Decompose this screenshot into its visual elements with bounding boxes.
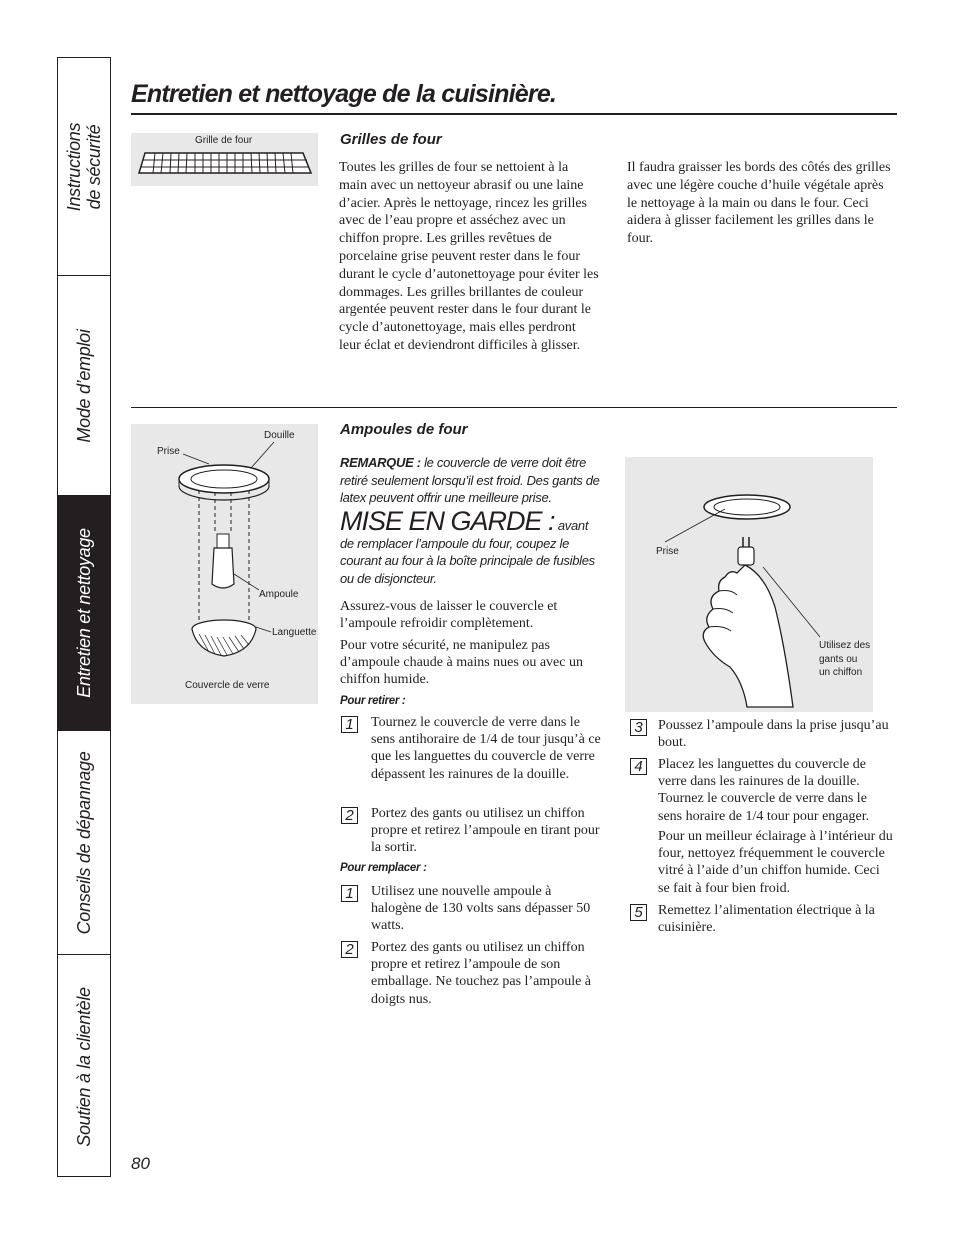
tab-soutien-clientele[interactable]	[58, 955, 110, 1178]
section-divider	[131, 407, 897, 408]
figure-label-prise: Prise	[656, 546, 679, 557]
tab-mode-emploi[interactable]	[58, 276, 110, 496]
replace-heading: Pour remplacer :	[340, 862, 427, 874]
tab-label: Entretien et nettoyage	[74, 528, 94, 698]
remove-heading: Pour retirer :	[340, 695, 406, 707]
tab-instructions-securite[interactable]	[58, 58, 110, 276]
figure-label-couvercle: Couvercle de verre	[185, 680, 270, 691]
note-label: REMARQUE :	[340, 455, 421, 470]
racks-text-col2: Il faudra graisser les bords des côtés des grilles avec une légère couche d’huile végétale après le nettoyage à la main ou dans le four. Ceci aidera à glisser facilement les grilles dans le four.	[627, 160, 891, 247]
step-text: Placez les languettes du couvercle de verre dans les rainures de la douille. Tournez le couvercle de verre dans le sens horaire de 1/4 tour pour engager.	[658, 757, 870, 824]
step-number: 3	[630, 719, 647, 736]
step-text: Portez des gants ou utilisez un chiffon propre et retirez l’ampoule de son emballage. Ne touchez pas l’ampoule à doigts nus.	[371, 940, 592, 1007]
note-text: REMARQUE : le couvercle de verre doit être retiré seulement lorsqu’il est froid. Des gants de latex peuvent offrir une meilleure prise.	[340, 455, 600, 505]
title-rule	[131, 113, 897, 115]
step-number: 2	[341, 941, 358, 958]
bulb-replace-figure	[625, 457, 873, 712]
section-tabs	[57, 57, 111, 1177]
step-text: Portez des gants ou utilisez un chiffon propre et retirez l’ampoule en tirant pour la sortir.	[371, 806, 600, 856]
figure-label-douille: Douille	[264, 430, 295, 441]
step-text: Tournez le couvercle de verre dans le sens antihoraire de 1/4 de tour jusqu’à ce que les languettes du couvercle de verre dépassent les rainures de la douille.	[371, 715, 601, 782]
figure-label-gants: Utilisez des gants ou un chiffon	[819, 640, 871, 678]
step-4-extra: Pour un meilleur éclairage à l’intérieur du four, nettoyez fréquemment le couvercle vitré à l’aide d’un chiffon humide. Ceci se fait à four bien froid.	[658, 829, 893, 896]
step-number: 2	[341, 807, 358, 824]
page-title: Entretien et nettoyage de la cuisinière.	[131, 80, 557, 108]
tab-entretien-nettoyage[interactable]	[58, 496, 110, 731]
figure-label-languette: Languette	[272, 627, 317, 638]
figure-label: Grille de four	[195, 135, 253, 146]
bulb-assembly-figure	[131, 424, 318, 704]
bulbs-heading: Ampoules de four	[340, 421, 468, 438]
step-number: 5	[630, 904, 647, 921]
warning-label: MISE EN GARDE :	[340, 506, 555, 536]
oven-rack-icon	[131, 133, 318, 186]
racks-heading: Grilles de four	[340, 131, 442, 148]
tab-conseils-depannage[interactable]	[58, 731, 110, 955]
tab-label: Conseils de dépannage	[74, 751, 94, 934]
step-number: 1	[341, 716, 358, 733]
tab-label: Mode d’emploi	[74, 328, 94, 443]
step-text: Remettez l’alimentation électrique à la cuisinière.	[658, 903, 875, 936]
figure-label-ampoule: Ampoule	[259, 589, 299, 600]
step-text: Poussez l’ampoule dans la prise jusqu’au bout.	[658, 718, 889, 751]
bulbs-para1: Assurez-vous de laisser le couvercle et l’ampoule refroidir complètement.	[340, 599, 558, 632]
oven-rack-figure	[131, 133, 318, 186]
tab-label: Instructions de sécurité	[64, 122, 104, 211]
warning-text: MISE EN GARDE : avant de remplacer l’ampoule du four, coupez le courant au four à la boîte principale de fusibles ou de disjoncteur.	[340, 506, 595, 586]
step-number: 4	[630, 758, 647, 775]
bulbs-para2: Pour votre sécurité, ne manipulez pas d’ampoule chaude à mains nues ou avec un chiffon humide.	[340, 638, 583, 688]
racks-text-col1: Toutes les grilles de four se nettoient à la main avec un nettoyeur abrasif ou une laine d’acier. Après le nettoyage, rincez les grilles avec de l’eau propre et asséchez avec un chiffon propre. Les grilles revêtues de porcelaine grise peuvent rester dans le four durant le cycle d’autonettoyage pour éviter les dommages. Les grilles brillantes de couleur argentée peuvent rester dans le four durant le cycle d’autonettoyage, mais elles perdront leur éclat et deviendront difficiles à glisser.	[339, 160, 599, 353]
step-number: 1	[341, 885, 358, 902]
figure-label-prise: Prise	[157, 446, 180, 457]
page-number: 80	[131, 1154, 150, 1173]
bulb-assembly-icon	[131, 424, 318, 704]
step-text: Utilisez une nouvelle ampoule à halogène de 130 volts sans dépasser 50 watts.	[371, 884, 591, 934]
tab-label: Soutien à la clientèle	[74, 986, 94, 1147]
